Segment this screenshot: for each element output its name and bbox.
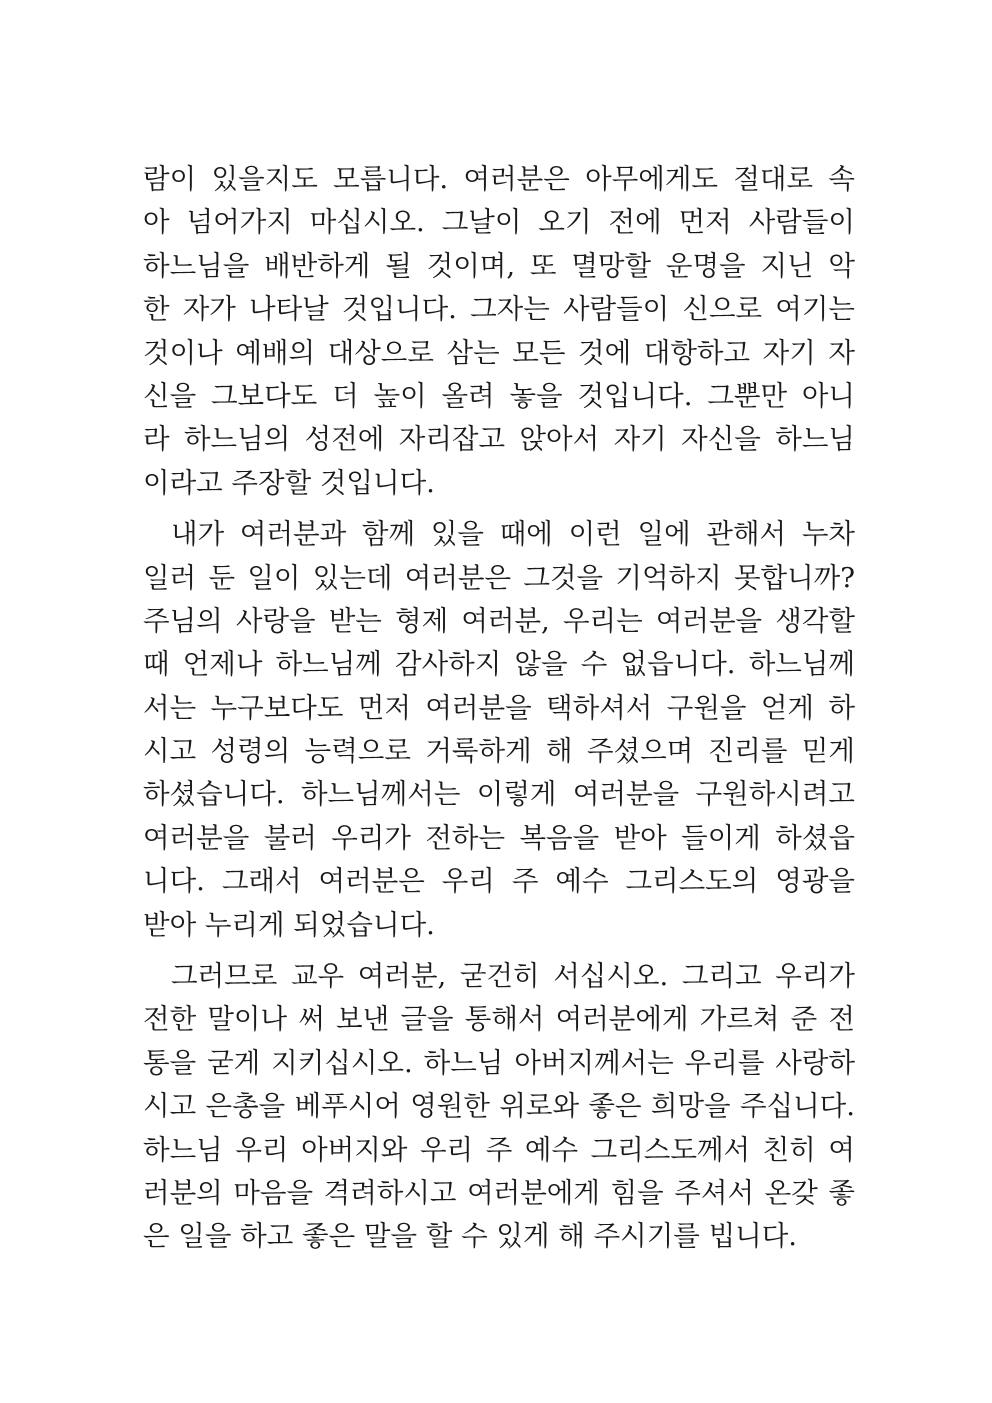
text-line: 때 언제나 하느님께 감사하지 않을 수 없읍니다. 하느님께 bbox=[143, 648, 855, 681]
text-line: 라 하느님의 성전에 자리잡고 앉아서 자기 자신을 하느님 bbox=[143, 423, 855, 456]
text-line: 하셨습니다. 하느님께서는 이렇게 여러분을 구원하시려고 bbox=[143, 778, 855, 811]
text-line: 받아 누리게 되었습니다. bbox=[143, 908, 435, 941]
text-line: 일러 둔 일이 있는데 여러분은 그것을 기억하지 못합니까? bbox=[143, 561, 855, 594]
paragraph-1 bbox=[143, 158, 855, 505]
text-line: 러분의 마음을 격려하시고 여러분에게 힘을 주셔서 온갖 좋 bbox=[143, 1176, 855, 1209]
text-line: 서는 누구보다도 먼저 여러분을 택하셔서 구원을 얻게 하 bbox=[143, 691, 855, 724]
text-line: 한 자가 나타날 것입니다. 그자는 사람들이 신으로 여기는 bbox=[143, 293, 855, 326]
text-line: 시고 은총을 베푸시어 영원한 위로와 좋은 희망을 주십니다. bbox=[143, 1090, 855, 1123]
text-line: 은 일을 하고 좋은 말을 할 수 있게 해 주시기를 빕니다. bbox=[143, 1220, 798, 1253]
text-line: 여러분을 불러 우리가 전하는 복음을 받아 들이게 하셨읍 bbox=[143, 821, 855, 854]
text-line: 것이나 예배의 대상으로 삼는 모든 것에 대항하고 자기 자 bbox=[143, 336, 855, 369]
text-line: 이라고 주장할 것입니다. bbox=[143, 466, 435, 499]
text-line: 그러므로 교우 여러분, 굳건히 서십시오. 그리고 우리가 bbox=[171, 960, 855, 993]
paragraph-2 bbox=[143, 513, 855, 947]
text-line: 아 넘어가지 마십시오. 그날이 오기 전에 먼저 사람들이 bbox=[143, 206, 855, 239]
text-line: 시고 성령의 능력으로 거룩하게 해 주셨으며 진리를 믿게 bbox=[143, 735, 855, 768]
text-line: 전한 말이나 써 보낸 글을 통해서 여러분에게 가르쳐 준 전 bbox=[143, 1003, 855, 1036]
text-line: 통을 굳게 지키십시오. 하느님 아버지께서는 우리를 사랑하 bbox=[143, 1046, 855, 1079]
text-line: 람이 있을지도 모릅니다. 여러분은 아무에게도 절대로 속 bbox=[143, 163, 855, 195]
text-line: 니다. 그래서 여러분은 우리 주 예수 그리스도의 영광을 bbox=[143, 865, 855, 898]
paragraph-3 bbox=[143, 955, 855, 1259]
text-line: 내가 여러분과 함께 있을 때에 이런 일에 관해서 누차 bbox=[171, 518, 855, 551]
text-line: 하느님을 배반하게 될 것이며, 또 멸망할 운명을 지닌 악 bbox=[143, 249, 855, 282]
body-text bbox=[143, 158, 855, 1267]
text-line: 신을 그보다도 더 높이 올려 놓을 것입니다. 그뿐만 아니 bbox=[143, 379, 855, 412]
text-line: 주님의 사랑을 받는 형제 여러분, 우리는 여러분을 생각할 bbox=[143, 604, 855, 637]
text-line: 하느님 우리 아버지와 우리 주 예수 그리스도께서 친히 여 bbox=[143, 1133, 855, 1166]
